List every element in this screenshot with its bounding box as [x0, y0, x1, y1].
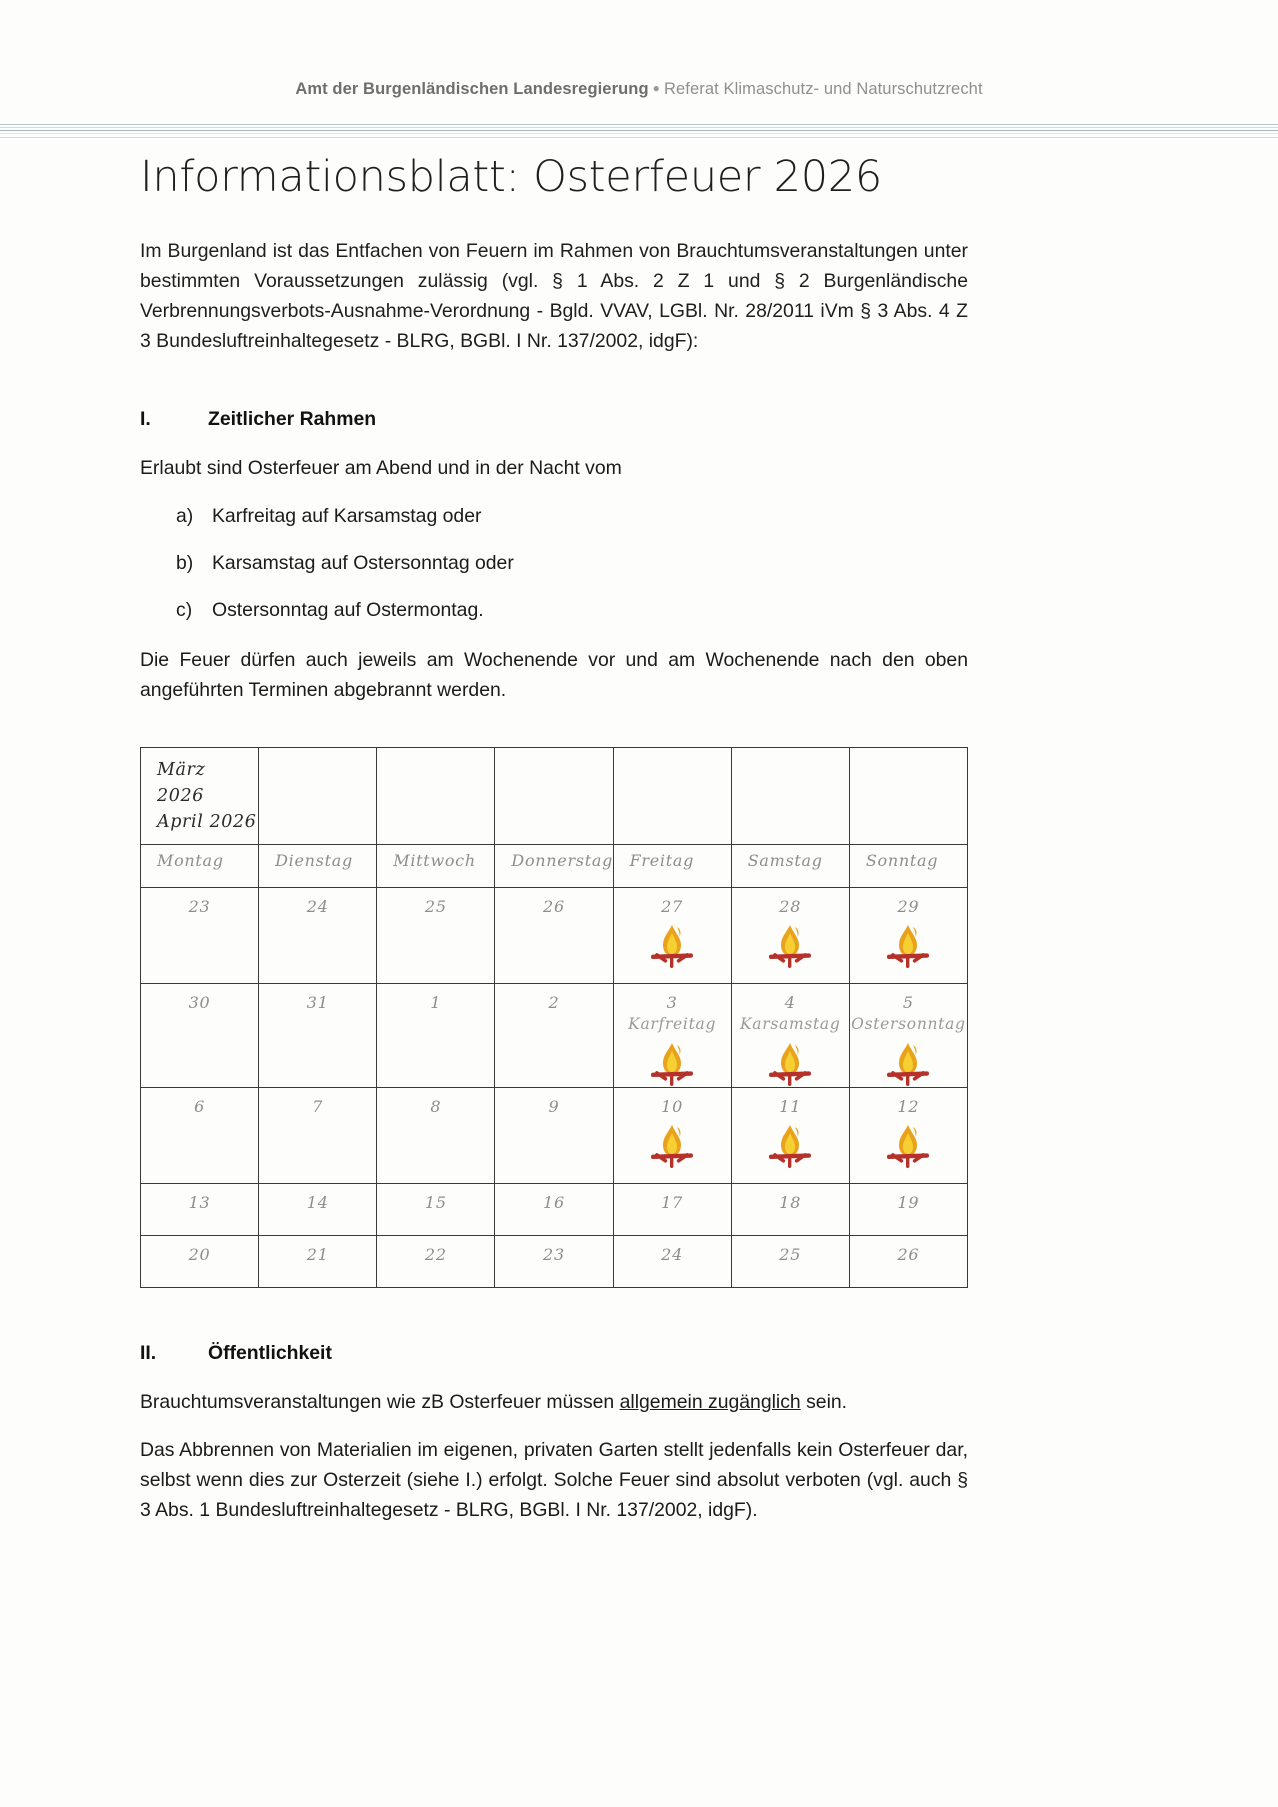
- calendar-week-row: [141, 1088, 968, 1184]
- campfire-icon: [877, 1039, 939, 1087]
- calendar-day-number: 2: [548, 993, 560, 1012]
- list-item: [140, 548, 968, 578]
- calendar-day-number: 6: [194, 1097, 206, 1116]
- calendar-day-number: 27: [661, 897, 684, 916]
- campfire-icon: [759, 1121, 821, 1169]
- calendar-day-cell: [849, 1088, 967, 1184]
- calendar-day-number: 24: [306, 897, 329, 916]
- document-header: [0, 80, 1278, 99]
- calendar-day-number: 28: [779, 897, 802, 916]
- header-divider-rules: [0, 124, 1278, 140]
- list-item-label: Karsamstag auf Ostersonntag oder: [212, 552, 514, 574]
- calendar-day-cell: [141, 1088, 259, 1184]
- section-2-title: Öffentlichkeit: [208, 1342, 332, 1364]
- campfire-icon: [759, 921, 821, 969]
- calendar-week-row: [141, 1184, 968, 1236]
- weekday-header-wednesday: Mittwoch: [377, 845, 495, 888]
- calendar-week-row: [141, 984, 968, 1088]
- calendar-table: [140, 747, 968, 1288]
- calendar-title-row: [141, 748, 968, 845]
- calendar-day-number: 14: [306, 1193, 329, 1212]
- calendar-day-number: 11: [779, 1097, 802, 1116]
- calendar-day-number: 20: [188, 1245, 211, 1264]
- calendar-day-cell: [259, 888, 377, 984]
- calendar-day-cell: [849, 888, 967, 984]
- section-1-title: Zeitlicher Rahmen: [208, 408, 377, 430]
- calendar-day-number: 8: [430, 1097, 442, 1116]
- calendar-day-cell: [495, 984, 613, 1088]
- calendar-day-number: 1: [430, 993, 442, 1012]
- calendar-week-row: [141, 1236, 968, 1288]
- calendar-day-cell: [495, 1236, 613, 1288]
- calendar-empty-cell: [613, 748, 731, 845]
- calendar-empty-cell: [259, 748, 377, 845]
- calendar-day-cell: [141, 1184, 259, 1236]
- calendar-day-cell: [731, 1236, 849, 1288]
- calendar-table-wrapper: [140, 747, 968, 1288]
- document-body: [140, 236, 968, 1543]
- calendar-day-number: 24: [661, 1245, 684, 1264]
- page-title: Informationsblatt: Osterfeuer 2026: [140, 152, 882, 202]
- section-2-paragraph-2: Das Abbrennen von Materialien im eigenen, privaten Garten stellt jedenfalls kein Osterfeuer dar, selbst wenn dies zur Osterzeit (siehe I.) erfolgt. Solche Feuer sind absolut verboten (vgl. auch § 3 Abs. 1 Bundesluftreinhaltegesetz - BLRG, BGBl. I Nr. 137/2002, idgF).: [140, 1439, 968, 1521]
- calendar-day-cell: [731, 888, 849, 984]
- weekday-header-thursday: Donnerstag: [495, 845, 613, 888]
- calendar-day-number: 9: [548, 1097, 560, 1116]
- calendar-day-cell: [613, 1088, 731, 1184]
- calendar-day-cell: [613, 1236, 731, 1288]
- calendar-day-number: 17: [661, 1193, 684, 1212]
- campfire-icon: [641, 1121, 703, 1169]
- section-1-lead: Erlaubt sind Osterfeuer am Abend und in der Nacht vom: [140, 457, 622, 479]
- calendar-day-cell: [259, 1184, 377, 1236]
- campfire-icon: [641, 921, 703, 969]
- weekday-header-sunday: Sonntag: [849, 845, 967, 888]
- calendar-day-number: 23: [543, 1245, 565, 1264]
- calendar-day-cell: [495, 888, 613, 984]
- calendar-day-cell: [259, 1088, 377, 1184]
- calendar-day-cell: [495, 1184, 613, 1236]
- allowed-nights-list: [140, 501, 968, 625]
- calendar-month-line-2: April 2026: [157, 812, 257, 832]
- calendar-day-cell: [731, 984, 849, 1088]
- weekday-header-monday: Montag: [141, 845, 259, 888]
- calendar-day-number: 12: [897, 1097, 920, 1116]
- calendar-day-cell: [259, 1236, 377, 1288]
- calendar-day-number: 10: [661, 1097, 684, 1116]
- section-heading-2: [140, 1342, 968, 1365]
- calendar-day-number: 5: [902, 993, 914, 1012]
- calendar-day-cell: [613, 1184, 731, 1236]
- calendar-day-cell: [731, 1088, 849, 1184]
- calendar-empty-cell: [377, 748, 495, 845]
- calendar-empty-cell: [849, 748, 967, 845]
- calendar-day-cell: [141, 984, 259, 1088]
- calendar-day-cell: [613, 984, 731, 1088]
- list-item-marker: b): [176, 552, 194, 574]
- calendar-day-number: 13: [188, 1193, 211, 1212]
- calendar-day-number: 3: [666, 993, 678, 1012]
- calendar-day-cell: [613, 888, 731, 984]
- calendar-day-number: 16: [543, 1193, 565, 1212]
- calendar-day-number: 25: [779, 1245, 802, 1264]
- calendar-day-number: 25: [424, 897, 447, 916]
- header-separator-bullet: ●: [652, 81, 660, 95]
- calendar-day-cell: [731, 1184, 849, 1236]
- calendar-day-number: 19: [897, 1193, 920, 1212]
- calendar-day-cell: [259, 984, 377, 1088]
- header-department: Referat Klimaschutz- und Naturschutzrecht: [664, 80, 983, 98]
- section-2-number: II.: [140, 1342, 157, 1364]
- calendar-day-cell: [377, 984, 495, 1088]
- section-1-number: I.: [140, 408, 151, 430]
- calendar-day-number: 30: [188, 993, 211, 1012]
- calendar-day-label: Karfreitag: [628, 1015, 717, 1033]
- calendar-week-row: [141, 888, 968, 984]
- calendar-weeks-body: [141, 888, 968, 1288]
- calendar-empty-cell: [731, 748, 849, 845]
- header-organisation: Amt der Burgenländischen Landesregierung: [295, 80, 649, 98]
- intro-paragraph: Im Burgenland ist das Entfachen von Feuern im Rahmen von Brauchtumsveranstaltungen unter bestimmten Voraussetzungen zulässig (vgl. § 1 Abs. 2 Z 1 und § 2 Burgenländische Verbrennungsverbots-Ausnahme-Verordnung - Bgld. VVAV, LGBl. Nr. 28/2011 iVm § 3 Abs. 4 Z 3 Bundesluftreinhaltegesetz - BLRG, BGBl. I Nr. 137/2002, idgF):: [140, 240, 968, 352]
- weekday-header-friday: Freitag: [613, 845, 731, 888]
- calendar-day-cell: [377, 1088, 495, 1184]
- calendar-day-number: 18: [779, 1193, 802, 1212]
- calendar-day-label: Ostersonntag: [851, 1015, 966, 1033]
- weekday-header-saturday: Samstag: [731, 845, 849, 888]
- weekday-header-tuesday: Dienstag: [259, 845, 377, 888]
- section-2-paragraph-1: [140, 1387, 968, 1417]
- section-heading-1: [140, 408, 968, 431]
- calendar-day-label: Karsamstag: [740, 1015, 841, 1033]
- calendar-month-line-1: März 2026: [157, 760, 206, 806]
- calendar-day-cell: [849, 1184, 967, 1236]
- calendar-day-number: 22: [424, 1245, 447, 1264]
- calendar-day-number: 31: [306, 993, 329, 1012]
- calendar-day-number: 29: [897, 897, 920, 916]
- para1-before: Brauchtumsveranstaltungen wie zB Osterfeuer müssen: [140, 1391, 620, 1413]
- calendar-day-cell: [377, 888, 495, 984]
- calendar-day-cell: [377, 1236, 495, 1288]
- section-1-note: Die Feuer dürfen auch jeweils am Wochenende vor und am Wochenende nach den oben angeführten Terminen abgebrannt werden.: [140, 649, 968, 701]
- para1-after: sein.: [800, 1391, 848, 1413]
- calendar-weekday-row: [141, 845, 968, 888]
- campfire-icon: [877, 1121, 939, 1169]
- calendar-day-number: 4: [784, 993, 796, 1012]
- calendar-day-cell: [141, 888, 259, 984]
- campfire-icon: [759, 1039, 821, 1087]
- para1-underlined-phrase: allgemein zugänglich: [619, 1391, 801, 1413]
- calendar-empty-cell: [495, 748, 613, 845]
- campfire-icon: [641, 1039, 703, 1087]
- campfire-icon: [877, 921, 939, 969]
- calendar-day-number: 26: [897, 1245, 920, 1264]
- list-item-marker: c): [176, 599, 193, 621]
- list-item: [140, 595, 968, 625]
- calendar-day-cell: [495, 1088, 613, 1184]
- list-item-label: Karfreitag auf Karsamstag oder: [212, 505, 482, 527]
- calendar-day-cell: [849, 984, 967, 1088]
- calendar-day-number: 21: [306, 1245, 329, 1264]
- section-2-block: [140, 1342, 968, 1525]
- calendar-month-cell: [141, 748, 259, 845]
- calendar-day-cell: [377, 1184, 495, 1236]
- calendar-day-number: 23: [188, 897, 211, 916]
- calendar-day-number: 26: [543, 897, 565, 916]
- list-item-marker: a): [176, 505, 194, 527]
- calendar-day-cell: [849, 1236, 967, 1288]
- list-item: [140, 501, 968, 531]
- calendar-day-number: 7: [312, 1097, 324, 1116]
- calendar-day-number: 15: [424, 1193, 447, 1212]
- list-item-label: Ostersonntag auf Ostermontag.: [212, 599, 484, 621]
- calendar-day-cell: [141, 1236, 259, 1288]
